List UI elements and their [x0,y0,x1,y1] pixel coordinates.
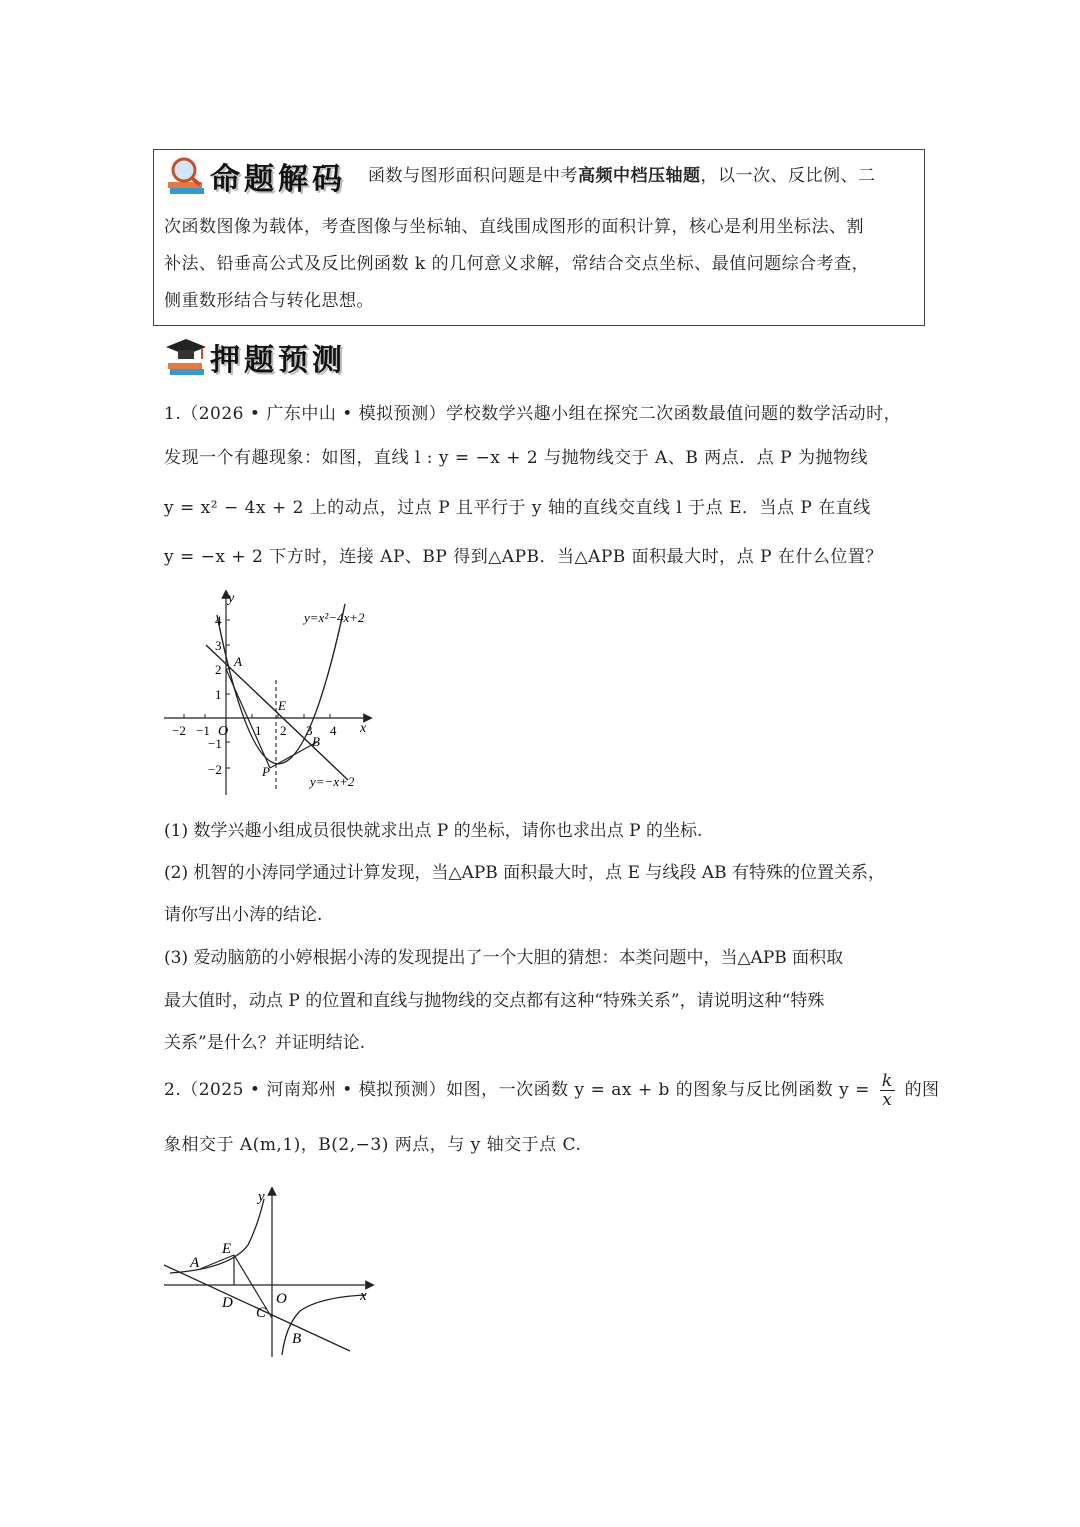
q1-sub-2b: 请你写出小涛的结论. [164,905,323,925]
fig1-xtick: −1 [196,723,210,738]
q2-fraction [880,1072,895,1109]
q2-line-1-text: 2.（2025 • 河南郑州 • 模拟预测）如图，一次函数 y = ax + b 的图象与反比例函数 y = [164,1080,870,1100]
figure-1-parabola-graph [160,590,380,800]
q2-fraction-numerator: k [881,1071,893,1091]
fig1-tick-labels [172,613,337,777]
intro-line-3: 补法、铅垂高公式及反比例函数 k 的几何意义求解，常结合交点坐标、最值问题综合考查， [164,254,870,274]
fig1-point-b: B [312,734,320,749]
fig2-point-b: B [292,1331,302,1347]
intro-badge [164,152,364,198]
fig1-xtick: 3 [306,723,313,738]
fig2-y-label: y [258,1189,265,1205]
q1-sub-2a: (2) 机智的小涛同学通过计算发现，当△APB 面积最大时，点 E 与线段 AB 有特殊的位置关系， [164,863,885,883]
graduation-cap-books-icon [164,333,210,379]
fig2-point-d: D [222,1295,233,1311]
fig1-parabola-label: y=x²−4x+2 [304,610,365,625]
q1-line-3: y = x² − 4x + 2 上的动点，过点 P 且平行于 y 轴的直线交直线 l 于点 E．当点 P 在直线 [164,498,871,518]
fig1-line-l [206,645,348,780]
intro-bold-text: 高频中档压轴题 [578,166,701,186]
q1-sub-3c: 关系”是什么？并证明结论. [164,1033,366,1053]
fig1-ytick: 3 [215,638,222,653]
fig1-line-label: y=−x+2 [310,774,355,789]
intro-badge-label: 命题解码 [210,162,346,197]
fig2-point-a: A [190,1255,200,1271]
fig1-x-label: x [360,721,367,736]
intro-line-4: 侧重数形结合与转化思想。 [164,291,374,311]
fig1-xtick: 2 [280,723,287,738]
figure-2-inverse-function-graph [160,1185,380,1360]
magnifier-books-icon [164,152,210,198]
q2-fraction-denominator: x [882,1090,893,1110]
fig1-ytick: −2 [208,762,222,777]
fig1-point-a: A [234,654,242,669]
fig2-segment-ec [234,1255,272,1318]
q1-sub-3a: (3) 爱动脑筋的小婷根据小涛的发现提出了一个大胆的猜想：本类问题中，当△APB 面积取 [164,948,844,968]
q1-line-1: 1.（2026 • 广东中山 • 模拟预测）学校数学兴趣小组在探究二次函数最值问题的数学活动时， [164,404,902,424]
fig1-xtick: 1 [255,723,262,738]
q1-sub-1: (1) 数学兴趣小组成员很快就求出点 P 的坐标，请你也求出点 P 的坐标. [164,821,703,841]
intro-text: ，以一次、反比例、二 [700,166,876,186]
predict-badge-label: 押题预测 [210,343,346,378]
q1-line-4: y = −x + 2 下方时，连接 AP、BP 得到△APB．当△APB 面积最大时，点 P 在什么位置？ [164,547,883,567]
fig1-segment-bp [270,742,317,768]
fig2-point-c: C [256,1305,267,1321]
fig1-point-p: P [262,764,270,779]
intro-line-2: 次函数图像为载体，考查图像与坐标轴、直线围成图形的面积计算，核心是利用坐标法、割 [164,217,864,237]
fig1-y-label: y [228,591,235,606]
fig1-point-e: E [278,698,286,713]
q2-line-1-tail: 的图 [904,1080,940,1100]
fig1-ytick: 4 [215,613,222,628]
fig2-point-e: E [222,1241,232,1257]
q2-line-2: 象相交于 A(m,1)，B(2,−3) 两点，与 y 轴交于点 C. [164,1135,582,1155]
intro-text: 函数与图形面积问题是中考 [368,166,578,186]
predict-badge [164,333,364,379]
q2-line-1 [164,1072,940,1109]
q1-line-2: 发现一个有趣现象：如图，直线 l : y = −x + 2 与抛物线交于 A、B 两点．点 P 为抛物线 [164,448,868,468]
fig1-xtick: 4 [330,723,337,738]
fig2-x-label: x [360,1288,367,1304]
fig1-ytick: −1 [208,736,222,751]
intro-line-1 [368,158,876,195]
q1-sub-3b: 最大值时，动点 P 的位置和直线与抛物线的交点都有这种“特殊关系”，请说明这种“特殊 [164,991,825,1011]
fig2-origin-label: O [276,1291,287,1307]
fig1-parabola [217,604,345,764]
fig2-segment-ea [200,1255,234,1269]
fig1-origin-label: O [218,724,229,739]
fig1-ytick: 1 [215,687,222,702]
fig1-ytick: 2 [215,662,222,677]
fig1-xtick: −2 [172,723,186,738]
